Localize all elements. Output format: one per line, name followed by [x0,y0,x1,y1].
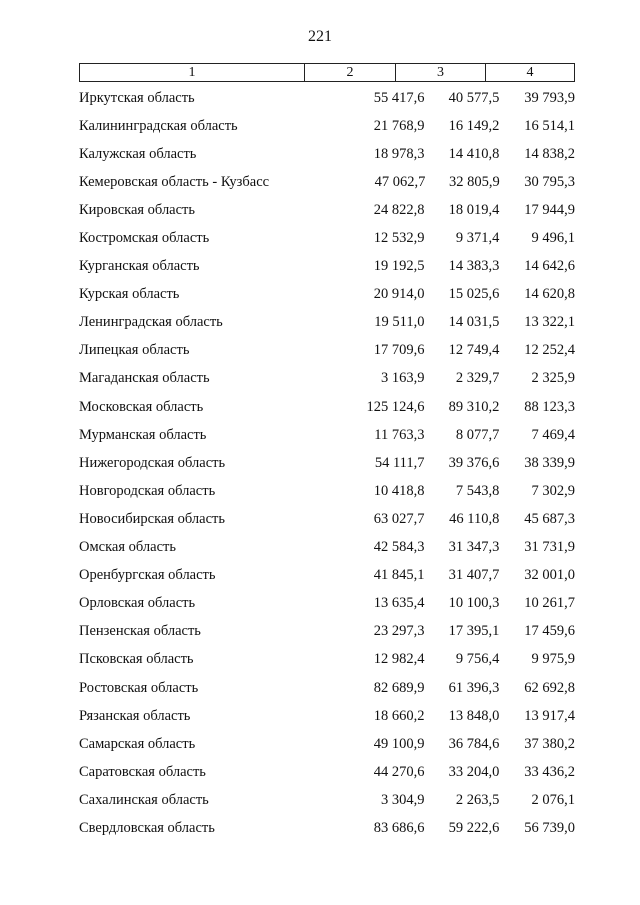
column-2-value: 125 124,6 [366,398,425,415]
table-row [79,337,575,365]
column-3-value: 61 396,3 [448,679,500,696]
column-3-value: 36 784,6 [448,735,500,752]
table-header [79,63,575,82]
region-name-cell: Московская область [79,398,204,415]
column-2-value: 17 709,6 [373,342,425,359]
column-4-value: 2 076,1 [531,791,575,808]
table-row [79,393,575,421]
column-4-value: 31 731,9 [524,539,575,556]
column-3-value: 16 149,2 [448,117,500,134]
region-name-cell: Самарская область [79,735,196,752]
column-4-value: 17 944,9 [524,201,575,218]
column-2-value: 18 978,3 [373,145,425,162]
region-name-cell: Оренбургская область [79,567,216,584]
column-3-value: 10 100,3 [448,595,500,612]
column-4-value: 62 692,8 [524,679,575,696]
column-header-4: 4 [485,64,574,81]
table-row [79,140,575,168]
region-name-cell: Кировская область [79,201,196,218]
table-row [79,730,575,758]
table-row [79,562,575,590]
column-3-value: 18 019,4 [448,201,500,218]
column-2-value: 3 304,9 [381,791,425,808]
table-row [79,702,575,730]
column-header-2: 2 [304,64,395,81]
column-3-value: 14 383,3 [448,258,500,275]
column-3-value: 8 077,7 [455,426,500,443]
region-name-cell: Курганская область [79,258,200,275]
region-name-cell: Калужская область [79,145,197,162]
column-4-value: 2 325,9 [531,370,575,387]
table-row [79,646,575,674]
column-3-value: 2 329,7 [455,370,500,387]
table-row [79,365,575,393]
region-name-cell: Липецкая область [79,342,190,359]
column-4-value: 88 123,3 [524,398,575,415]
column-2-value: 21 768,9 [373,117,425,134]
column-4-value: 17 459,6 [524,623,575,640]
column-2-value: 49 100,9 [373,735,425,752]
column-4-value: 37 380,2 [524,735,575,752]
column-4-value: 13 322,1 [524,314,575,331]
table-row [79,618,575,646]
column-3-value: 2 263,5 [455,791,500,808]
column-3-value: 7 543,8 [455,482,500,499]
table-row [79,84,575,112]
region-name-cell: Кемеровская область - Кузбасс [79,173,270,190]
column-2-value: 54 111,7 [374,454,425,471]
table-row [79,196,575,224]
table-row [79,477,575,505]
column-2-value: 42 584,3 [373,539,425,556]
column-header-3: 3 [395,64,485,81]
region-name-cell: Псковская область [79,651,194,668]
column-4-value: 9 496,1 [531,230,575,247]
region-name-cell: Сахалинская область [79,791,209,808]
region-name-cell: Орловская область [79,595,196,612]
column-3-value: 32 805,9 [449,173,500,190]
column-4-value: 38 339,9 [524,454,575,471]
region-name-cell: Пензенская область [79,623,201,640]
column-3-value: 14 410,8 [448,145,500,162]
region-name-cell: Мурманская область [79,426,207,443]
table-row [79,590,575,618]
table-body [79,84,575,843]
column-4-value: 7 302,9 [531,482,575,499]
table-row [79,814,575,842]
table-row [79,224,575,252]
column-4-value: 45 687,3 [524,510,575,527]
column-2-value: 12 982,4 [373,651,425,668]
table-row [79,786,575,814]
column-3-value: 12 749,4 [448,342,500,359]
column-4-value: 14 838,2 [524,145,575,162]
column-2-value: 18 660,2 [373,707,425,724]
column-2-value: 19 511,0 [374,314,425,331]
region-name-cell: Нижегородская область [79,454,226,471]
column-2-value: 11 763,3 [374,426,425,443]
column-3-value: 33 204,0 [448,763,500,780]
column-3-value: 15 025,6 [448,286,500,303]
table-row [79,505,575,533]
column-3-value: 89 310,2 [448,398,500,415]
column-3-value: 13 848,0 [448,707,500,724]
column-4-value: 32 001,0 [524,567,575,584]
table-row [79,168,575,196]
column-2-value: 10 418,8 [373,482,425,499]
column-2-value: 19 192,5 [373,258,425,275]
column-4-value: 7 469,4 [531,426,575,443]
column-2-value: 44 270,6 [373,763,425,780]
column-3-value: 31 347,3 [448,539,500,556]
region-name-cell: Иркутская область [79,89,195,106]
column-3-value: 40 577,5 [448,89,500,106]
table-row [79,281,575,309]
region-name-cell: Свердловская область [79,819,215,836]
column-3-value: 46 110,8 [449,510,500,527]
region-name-cell: Омская область [79,539,176,556]
column-2-value: 41 845,1 [373,567,425,584]
column-3-value: 14 031,5 [448,314,500,331]
column-3-value: 17 395,1 [448,623,500,640]
column-4-value: 16 514,1 [524,117,575,134]
column-3-value: 59 222,6 [448,819,500,836]
column-2-value: 82 689,9 [373,679,425,696]
table-row [79,674,575,702]
table-row [79,534,575,562]
region-name-cell: Ленинградская область [79,314,223,331]
column-2-value: 23 297,3 [373,623,425,640]
column-2-value: 55 417,6 [373,89,425,106]
column-4-value: 30 795,3 [524,173,575,190]
column-3-value: 9 371,4 [455,230,500,247]
column-2-value: 13 635,4 [373,595,425,612]
table-row [79,449,575,477]
table-row [79,253,575,281]
column-4-value: 10 261,7 [524,595,575,612]
column-4-value: 12 252,4 [524,342,575,359]
column-header-1: 1 [188,65,196,80]
column-4-value: 9 975,9 [531,651,575,668]
region-name-cell: Новгородская область [79,482,216,499]
column-4-value: 14 620,8 [524,286,575,303]
column-2-value: 3 163,9 [381,370,425,387]
column-2-value: 63 027,7 [373,510,425,527]
column-2-value: 83 686,6 [373,819,425,836]
column-2-value: 12 532,9 [373,230,425,247]
column-3-value: 31 407,7 [448,567,500,584]
region-name-cell: Саратовская область [79,763,206,780]
region-name-cell: Новосибирская область [79,510,225,527]
region-name-cell: Курская область [79,286,180,303]
column-4-value: 13 917,4 [524,707,575,724]
page-number: 221 [308,28,332,45]
table-row [79,421,575,449]
column-4-value: 14 642,6 [524,258,575,275]
column-4-value: 33 436,2 [524,763,575,780]
column-4-value: 39 793,9 [524,89,575,106]
region-name-cell: Ростовская область [79,679,199,696]
column-4-value: 56 739,0 [524,819,575,836]
column-3-value: 39 376,6 [448,454,500,471]
table-row [79,309,575,337]
region-name-cell: Рязанская область [79,707,191,724]
table-row [79,112,575,140]
region-name-cell: Калининградская область [79,117,238,134]
column-2-value: 47 062,7 [374,173,426,190]
table-row [79,758,575,786]
region-name-cell: Магаданская область [79,370,210,387]
region-name-cell: Костромская область [79,230,210,247]
column-3-value: 9 756,4 [455,651,500,668]
column-2-value: 20 914,0 [373,286,425,303]
column-2-value: 24 822,8 [373,201,425,218]
